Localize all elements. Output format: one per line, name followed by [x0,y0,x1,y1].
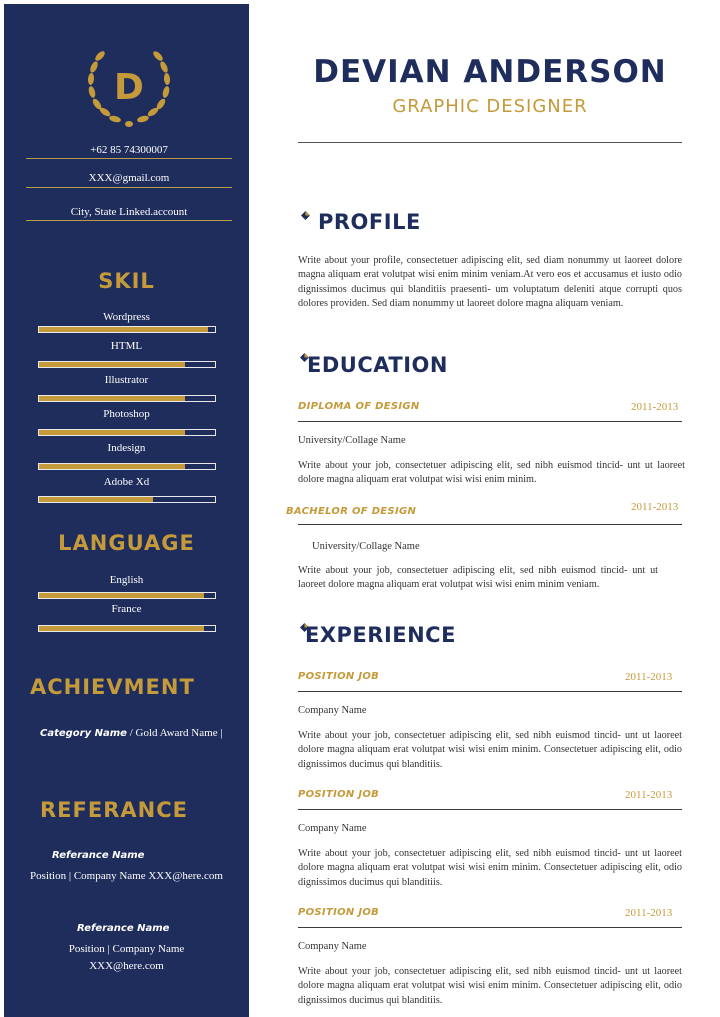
contact-email[interactable]: XXX@gmail.com [88,172,170,184]
divider [26,220,232,221]
experience-years: 2011-2013 [625,907,673,919]
achievement-item [40,727,223,739]
education-school: University/Collage Name [312,541,420,552]
education-degree: BACHELOR OF DESIGN [286,506,417,517]
achievement-heading: ACHIEVMENT [30,675,195,699]
experience-text: Write about your job, consectetuer adipiscing elit, sed nibh euismod tincid- unt ut laoreet dolore magna aliquam erat volutpat wisi wisi enim minim. Consectetuer adipiscing elit, odio dignissimos ducimus qui blanditiis. [298,848,682,888]
logo-letter: D [114,67,144,108]
experience-years: 2011-2013 [625,789,673,801]
skill-level-bar [38,395,216,402]
reference-details: Position | Company Name [68,943,185,955]
monogram-laurel-logo [83,42,175,134]
profile-text: Write about your profile, consectetuer adipiscing elit, sed diam nonummy ut laoreet dolore magna aliquam erat volutpat wisi enim minim veniam.At vero eos et accusamus et iusto odio dignissimos ducimus qui blanditiis praesenti- um voluptatum deleniti atque corrupti quos dolores providen. Sed diam nonummy ut laoreet dolore magna aliquam veniam. [298,255,682,309]
achievement-award: / Gold Award Name | [126,727,223,739]
reference-heading: REFERANCE [40,798,188,822]
language-level-bar [38,625,216,632]
divider [26,158,232,159]
language-label: France [111,603,142,615]
skill-level-fill [39,497,153,502]
skill-label: Adobe Xd [103,476,150,488]
experience-heading: EXPERIENCE [305,623,456,647]
skill-label: Wordpress [103,311,150,323]
contact-address: City, State Linked.account [70,206,188,218]
skill-level-bar [38,429,216,436]
skill-level-fill [39,464,185,469]
language-level-bar [38,592,216,599]
reference-name: Referance Name [77,923,170,934]
divider [298,421,682,422]
sidebar [4,4,249,1017]
skill-label: HTML [110,340,143,352]
education-heading: EDUCATION [307,353,448,377]
language-level-fill [39,626,204,631]
experience-company: Company Name [298,705,367,716]
education-degree: DIPLOMA OF DESIGN [298,401,420,412]
divider [298,927,682,928]
skill-level-fill [39,430,185,435]
language-label: English [109,574,144,586]
education-text: Write about your job, consectetuer adipiscing elit, sed nibh euismod tincid- unt ut laoreet dolore magna aliquam erat volutpat wisi wisi enim minim veniam. [298,565,658,591]
experience-position: POSITION JOB [298,671,380,682]
education-school: University/Collage Name [298,435,406,446]
skill-level-bar [38,361,216,368]
reference-name: Referance Name [52,850,145,861]
experience-position: POSITION JOB [298,907,380,918]
language-level-fill [39,593,204,598]
skill-level-fill [39,327,208,332]
skill-label: Indesign [107,442,146,454]
skill-label: Photoshop [103,408,150,420]
divider [298,809,682,810]
experience-text: Write about your job, consectetuer adipiscing elit, sed nibh euismod tincid- unt ut laoreet dolore magna aliquam erat volutpat wisi wisi enim minim. Consectetuer adipiscing elit, odio dignissimos ducimus qui blanditiis. [298,730,682,770]
reference-email[interactable]: XXX@here.com [89,960,164,972]
skill-level-bar [38,496,216,503]
skill-level-fill [39,362,185,367]
experience-years: 2011-2013 [625,671,673,683]
skill-level-bar [38,326,216,333]
divider [298,524,682,525]
experience-company: Company Name [298,941,367,952]
divider [298,691,682,692]
reference-details: Position | Company Name XXX@here.com [30,870,223,882]
candidate-title: GRAPHIC DESIGNER [392,96,588,117]
header-divider [298,142,682,143]
skill-level-fill [39,396,185,401]
education-text: Write about your job, consectetuer adipiscing elit, sed nibh euismod tincid- unt ut laoreet dolore magna aliquam erat volutpat wisi wisi enim minim. [298,460,685,486]
experience-position: POSITION JOB [298,789,380,800]
candidate-name: DEVIAN ANDERSON [313,54,667,90]
achievement-category: Category Name [40,728,127,739]
language-heading: LANGUAGE [58,531,195,555]
experience-text: Write about your job, consectetuer adipiscing elit, sed nibh euismod tincid- unt ut laoreet dolore magna aliquam erat volutpat wisi wisi enim minim. Consectetuer adipiscing elit, odio dignissimos ducimus qui blanditiis. [298,966,682,1006]
skill-label: Illustrator [104,374,149,386]
skill-level-bar [38,463,216,470]
profile-heading: PROFILE [318,210,421,234]
education-years: 2011-2013 [631,401,679,413]
contact-phone: +62 85 74300007 [90,144,168,156]
experience-company: Company Name [298,823,367,834]
skills-heading: SKIL [98,269,155,293]
education-years: 2011-2013 [631,501,679,513]
section-diamond-icon [301,211,310,220]
divider [26,187,232,188]
